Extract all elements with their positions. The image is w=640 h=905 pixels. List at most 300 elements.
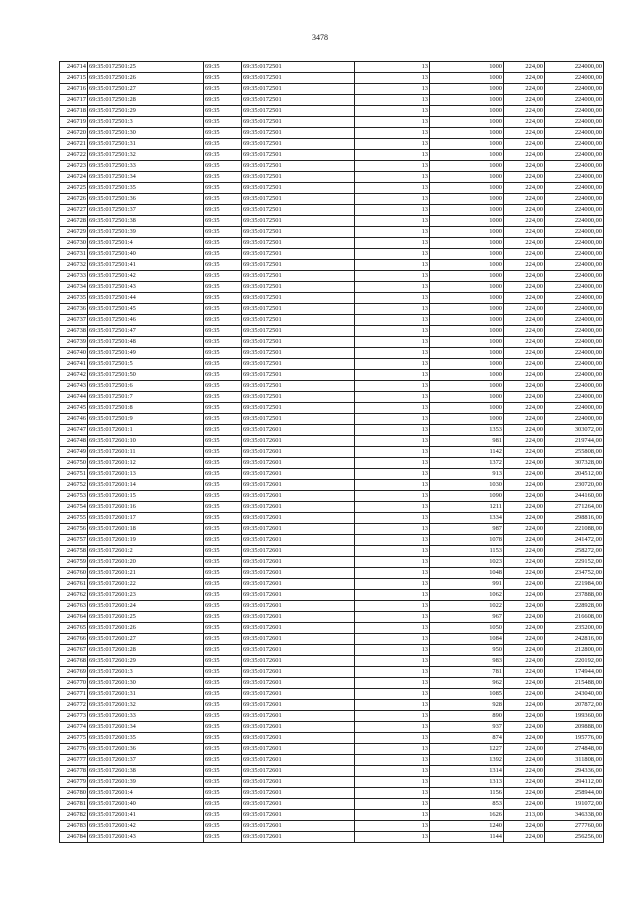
record-id-cell: 246765 xyxy=(60,623,88,634)
region-code-cell: 69:35 xyxy=(204,535,242,546)
record-id-cell: 246775 xyxy=(60,733,88,744)
cadastral-block-cell: 69:35:0172501 xyxy=(242,392,355,403)
record-id-cell: 246743 xyxy=(60,381,88,392)
cadastral-value-cell: 224000,00 xyxy=(545,128,604,139)
region-code-cell: 69:35 xyxy=(204,656,242,667)
cadastral-number-cell: 69:35:0172601:23 xyxy=(88,590,204,601)
cadastral-value-cell: 224000,00 xyxy=(545,348,604,359)
table-row xyxy=(60,348,604,359)
record-id-cell: 246768 xyxy=(60,656,88,667)
area-cell: 1000 xyxy=(430,304,504,315)
cadastral-block-cell: 69:35:0172601 xyxy=(242,546,355,557)
category-code-cell: 13 xyxy=(355,414,430,425)
record-id-cell: 246734 xyxy=(60,282,88,293)
record-id-cell: 246751 xyxy=(60,469,88,480)
record-id-cell: 246762 xyxy=(60,590,88,601)
cadastral-number-cell: 69:35:0172601:43 xyxy=(88,832,204,843)
rate-cell: 224,00 xyxy=(504,524,545,535)
record-id-cell: 246745 xyxy=(60,403,88,414)
rate-cell: 224,00 xyxy=(504,359,545,370)
rate-cell: 224,00 xyxy=(504,304,545,315)
cadastral-block-cell: 69:35:0172601 xyxy=(242,623,355,634)
category-code-cell: 13 xyxy=(355,656,430,667)
cadastral-number-cell: 69:35:0172601:21 xyxy=(88,568,204,579)
cadastral-block-cell: 69:35:0172601 xyxy=(242,832,355,843)
region-code-cell: 69:35 xyxy=(204,117,242,128)
cadastral-number-cell: 69:35:0172501:38 xyxy=(88,216,204,227)
rate-cell: 224,00 xyxy=(504,227,545,238)
category-code-cell: 13 xyxy=(355,227,430,238)
table-row xyxy=(60,447,604,458)
rate-cell: 224,00 xyxy=(504,788,545,799)
record-id-cell: 246767 xyxy=(60,645,88,656)
record-id-cell: 246728 xyxy=(60,216,88,227)
rate-cell: 224,00 xyxy=(504,84,545,95)
table-row xyxy=(60,62,604,73)
record-id-cell: 246735 xyxy=(60,293,88,304)
cadastral-value-cell: 243040,00 xyxy=(545,689,604,700)
cadastral-block-cell: 69:35:0172501 xyxy=(242,216,355,227)
cadastral-number-cell: 69:35:0172501:49 xyxy=(88,348,204,359)
record-id-cell: 246726 xyxy=(60,194,88,205)
cadastral-value-cell: 277760,00 xyxy=(545,821,604,832)
category-code-cell: 13 xyxy=(355,590,430,601)
table-row xyxy=(60,216,604,227)
cadastral-number-cell: 69:35:0172501:33 xyxy=(88,161,204,172)
cadastral-value-cell: 224000,00 xyxy=(545,84,604,95)
category-code-cell: 13 xyxy=(355,84,430,95)
table-row xyxy=(60,755,604,766)
table-row xyxy=(60,810,604,821)
cadastral-block-cell: 69:35:0172501 xyxy=(242,359,355,370)
table-row xyxy=(60,546,604,557)
record-id-cell: 246748 xyxy=(60,436,88,447)
record-id-cell: 246736 xyxy=(60,304,88,315)
region-code-cell: 69:35 xyxy=(204,623,242,634)
rate-cell: 224,00 xyxy=(504,315,545,326)
cadastral-number-cell: 69:35:0172501:50 xyxy=(88,370,204,381)
cadastral-number-cell: 69:35:0172501:41 xyxy=(88,260,204,271)
cadastral-value-cell: 224000,00 xyxy=(545,194,604,205)
cadastral-number-cell: 69:35:0172501:3 xyxy=(88,117,204,128)
cadastral-number-cell: 69:35:0172501:27 xyxy=(88,84,204,95)
cadastral-number-cell: 69:35:0172501:34 xyxy=(88,172,204,183)
table-row xyxy=(60,711,604,722)
cadastral-block-cell: 69:35:0172501 xyxy=(242,161,355,172)
table-row xyxy=(60,557,604,568)
table-row xyxy=(60,392,604,403)
record-id-cell: 246733 xyxy=(60,271,88,282)
area-cell: 1313 xyxy=(430,777,504,788)
rate-cell: 224,00 xyxy=(504,755,545,766)
cadastral-number-cell: 69:35:0172601:2 xyxy=(88,546,204,557)
cadastral-value-cell: 224000,00 xyxy=(545,216,604,227)
rate-cell: 224,00 xyxy=(504,645,545,656)
cadastral-value-cell: 215488,00 xyxy=(545,678,604,689)
category-code-cell: 13 xyxy=(355,777,430,788)
cadastral-value-cell: 224000,00 xyxy=(545,282,604,293)
rate-cell: 224,00 xyxy=(504,469,545,480)
cadastral-block-cell: 69:35:0172601 xyxy=(242,579,355,590)
area-cell: 1000 xyxy=(430,392,504,403)
cadastral-value-cell: 224000,00 xyxy=(545,337,604,348)
category-code-cell: 13 xyxy=(355,117,430,128)
rate-cell: 224,00 xyxy=(504,205,545,216)
table-row xyxy=(60,172,604,183)
cadastral-block-cell: 69:35:0172601 xyxy=(242,810,355,821)
region-code-cell: 69:35 xyxy=(204,381,242,392)
record-id-cell: 246763 xyxy=(60,601,88,612)
region-code-cell: 69:35 xyxy=(204,601,242,612)
category-code-cell: 13 xyxy=(355,612,430,623)
cadastral-value-cell: 244160,00 xyxy=(545,491,604,502)
cadastral-block-cell: 69:35:0172501 xyxy=(242,73,355,84)
record-id-cell: 246714 xyxy=(60,62,88,73)
region-code-cell: 69:35 xyxy=(204,744,242,755)
region-code-cell: 69:35 xyxy=(204,337,242,348)
region-code-cell: 69:35 xyxy=(204,612,242,623)
record-id-cell: 246729 xyxy=(60,227,88,238)
record-id-cell: 246754 xyxy=(60,502,88,513)
rate-cell: 224,00 xyxy=(504,557,545,568)
category-code-cell: 13 xyxy=(355,348,430,359)
cadastral-value-cell: 224000,00 xyxy=(545,106,604,117)
rate-cell: 224,00 xyxy=(504,502,545,513)
table-row xyxy=(60,777,604,788)
region-code-cell: 69:35 xyxy=(204,62,242,73)
area-cell: 1085 xyxy=(430,689,504,700)
area-cell: 1334 xyxy=(430,513,504,524)
cadastral-value-cell: 220192,00 xyxy=(545,656,604,667)
area-cell: 1062 xyxy=(430,590,504,601)
table-row xyxy=(60,106,604,117)
region-code-cell: 69:35 xyxy=(204,326,242,337)
record-id-cell: 246731 xyxy=(60,249,88,260)
region-code-cell: 69:35 xyxy=(204,392,242,403)
region-code-cell: 69:35 xyxy=(204,689,242,700)
table-row xyxy=(60,590,604,601)
category-code-cell: 13 xyxy=(355,502,430,513)
table-row xyxy=(60,689,604,700)
table-row xyxy=(60,359,604,370)
region-code-cell: 69:35 xyxy=(204,227,242,238)
record-id-cell: 246741 xyxy=(60,359,88,370)
cadastral-number-cell: 69:35:0172501:29 xyxy=(88,106,204,117)
region-code-cell: 69:35 xyxy=(204,634,242,645)
record-id-cell: 246760 xyxy=(60,568,88,579)
record-id-cell: 246715 xyxy=(60,73,88,84)
region-code-cell: 69:35 xyxy=(204,590,242,601)
area-cell: 950 xyxy=(430,645,504,656)
area-cell: 1000 xyxy=(430,117,504,128)
cadastral-number-cell: 69:35:0172501:42 xyxy=(88,271,204,282)
table-row xyxy=(60,150,604,161)
rate-cell: 224,00 xyxy=(504,623,545,634)
cadastral-number-cell: 69:35:0172501:37 xyxy=(88,205,204,216)
area-cell: 991 xyxy=(430,579,504,590)
cadastral-block-cell: 69:35:0172601 xyxy=(242,733,355,744)
record-id-cell: 246723 xyxy=(60,161,88,172)
cadastral-value-cell: 224000,00 xyxy=(545,150,604,161)
record-id-cell: 246740 xyxy=(60,348,88,359)
table-row xyxy=(60,634,604,645)
cadastral-number-cell: 69:35:0172601:22 xyxy=(88,579,204,590)
cadastral-block-cell: 69:35:0172501 xyxy=(242,337,355,348)
rate-cell: 224,00 xyxy=(504,194,545,205)
category-code-cell: 13 xyxy=(355,381,430,392)
category-code-cell: 13 xyxy=(355,557,430,568)
cadastral-number-cell: 69:35:0172501:26 xyxy=(88,73,204,84)
cadastral-value-cell: 191072,00 xyxy=(545,799,604,810)
rate-cell: 224,00 xyxy=(504,128,545,139)
cadastral-block-cell: 69:35:0172501 xyxy=(242,238,355,249)
rate-cell: 224,00 xyxy=(504,711,545,722)
rate-cell: 224,00 xyxy=(504,337,545,348)
rate-cell: 224,00 xyxy=(504,722,545,733)
record-id-cell: 246758 xyxy=(60,546,88,557)
cadastral-value-cell: 294112,00 xyxy=(545,777,604,788)
cadastral-number-cell: 69:35:0172601:17 xyxy=(88,513,204,524)
cadastral-value-cell: 216608,00 xyxy=(545,612,604,623)
cadastral-value-cell: 237888,00 xyxy=(545,590,604,601)
area-cell: 1000 xyxy=(430,183,504,194)
cadastral-value-cell: 224000,00 xyxy=(545,370,604,381)
rate-cell: 224,00 xyxy=(504,667,545,678)
cadastral-number-cell: 69:35:0172601:41 xyxy=(88,810,204,821)
table-row xyxy=(60,469,604,480)
category-code-cell: 13 xyxy=(355,722,430,733)
table-row xyxy=(60,568,604,579)
category-code-cell: 13 xyxy=(355,546,430,557)
rate-cell: 224,00 xyxy=(504,414,545,425)
rate-cell: 224,00 xyxy=(504,238,545,249)
area-cell: 1000 xyxy=(430,282,504,293)
cadastral-value-cell: 298816,00 xyxy=(545,513,604,524)
area-cell: 1000 xyxy=(430,216,504,227)
region-code-cell: 69:35 xyxy=(204,414,242,425)
table-row xyxy=(60,491,604,502)
region-code-cell: 69:35 xyxy=(204,128,242,139)
cadastral-number-cell: 69:35:0172501:40 xyxy=(88,249,204,260)
cadastral-block-cell: 69:35:0172601 xyxy=(242,491,355,502)
rate-cell: 224,00 xyxy=(504,282,545,293)
region-code-cell: 69:35 xyxy=(204,810,242,821)
cadastral-number-cell: 69:35:0172601:1 xyxy=(88,425,204,436)
region-code-cell: 69:35 xyxy=(204,183,242,194)
record-id-cell: 246717 xyxy=(60,95,88,106)
cadastral-block-cell: 69:35:0172501 xyxy=(242,315,355,326)
area-cell: 928 xyxy=(430,700,504,711)
cadastral-block-cell: 69:35:0172601 xyxy=(242,568,355,579)
rate-cell: 224,00 xyxy=(504,656,545,667)
table-row xyxy=(60,425,604,436)
record-id-cell: 246744 xyxy=(60,392,88,403)
cadastral-value-cell: 224000,00 xyxy=(545,172,604,183)
area-cell: 1090 xyxy=(430,491,504,502)
rate-cell: 224,00 xyxy=(504,821,545,832)
cadastral-block-cell: 69:35:0172601 xyxy=(242,788,355,799)
record-id-cell: 246780 xyxy=(60,788,88,799)
table-row xyxy=(60,766,604,777)
rate-cell: 224,00 xyxy=(504,491,545,502)
category-code-cell: 13 xyxy=(355,634,430,645)
cadastral-value-cell: 219744,00 xyxy=(545,436,604,447)
region-code-cell: 69:35 xyxy=(204,700,242,711)
cadastral-number-cell: 69:35:0172601:29 xyxy=(88,656,204,667)
category-code-cell: 13 xyxy=(355,271,430,282)
area-cell: 1353 xyxy=(430,425,504,436)
cadastral-number-cell: 69:35:0172501:28 xyxy=(88,95,204,106)
cadastral-value-cell: 224000,00 xyxy=(545,315,604,326)
category-code-cell: 13 xyxy=(355,821,430,832)
table-row xyxy=(60,513,604,524)
area-cell: 781 xyxy=(430,667,504,678)
region-code-cell: 69:35 xyxy=(204,766,242,777)
record-id-cell: 246722 xyxy=(60,150,88,161)
cadastral-value-cell: 224000,00 xyxy=(545,249,604,260)
cadastral-value-cell: 271264,00 xyxy=(545,502,604,513)
record-id-cell: 246742 xyxy=(60,370,88,381)
region-code-cell: 69:35 xyxy=(204,370,242,381)
region-code-cell: 69:35 xyxy=(204,150,242,161)
category-code-cell: 13 xyxy=(355,623,430,634)
region-code-cell: 69:35 xyxy=(204,161,242,172)
rate-cell: 224,00 xyxy=(504,447,545,458)
record-id-cell: 246752 xyxy=(60,480,88,491)
cadastral-block-cell: 69:35:0172601 xyxy=(242,744,355,755)
area-cell: 1000 xyxy=(430,370,504,381)
record-id-cell: 246727 xyxy=(60,205,88,216)
cadastral-number-cell: 69:35:0172601:32 xyxy=(88,700,204,711)
cadastral-number-cell: 69:35:0172601:15 xyxy=(88,491,204,502)
table-row xyxy=(60,95,604,106)
cadastral-number-cell: 69:35:0172501:8 xyxy=(88,403,204,414)
cadastral-number-cell: 69:35:0172501:7 xyxy=(88,392,204,403)
rate-cell: 224,00 xyxy=(504,601,545,612)
table-row xyxy=(60,139,604,150)
cadastral-value-cell: 230720,00 xyxy=(545,480,604,491)
area-cell: 1000 xyxy=(430,62,504,73)
area-cell: 1048 xyxy=(430,568,504,579)
cadastral-number-cell: 69:35:0172601:40 xyxy=(88,799,204,810)
rate-cell: 224,00 xyxy=(504,436,545,447)
region-code-cell: 69:35 xyxy=(204,436,242,447)
cadastral-number-cell: 69:35:0172601:4 xyxy=(88,788,204,799)
cadastral-block-cell: 69:35:0172501 xyxy=(242,172,355,183)
cadastral-value-cell: 224000,00 xyxy=(545,95,604,106)
area-cell: 962 xyxy=(430,678,504,689)
cadastral-block-cell: 69:35:0172601 xyxy=(242,634,355,645)
area-cell: 981 xyxy=(430,436,504,447)
region-code-cell: 69:35 xyxy=(204,73,242,84)
cadastral-block-cell: 69:35:0172601 xyxy=(242,502,355,513)
region-code-cell: 69:35 xyxy=(204,568,242,579)
cadastral-block-cell: 69:35:0172601 xyxy=(242,678,355,689)
region-code-cell: 69:35 xyxy=(204,711,242,722)
category-code-cell: 13 xyxy=(355,436,430,447)
table-row xyxy=(60,161,604,172)
table-row xyxy=(60,381,604,392)
area-cell: 1000 xyxy=(430,161,504,172)
table-row xyxy=(60,205,604,216)
cadastral-number-cell: 69:35:0172601:26 xyxy=(88,623,204,634)
cadastral-value-cell: 228928,00 xyxy=(545,601,604,612)
rate-cell: 224,00 xyxy=(504,249,545,260)
area-cell: 1023 xyxy=(430,557,504,568)
area-cell: 1156 xyxy=(430,788,504,799)
rate-cell: 224,00 xyxy=(504,700,545,711)
region-code-cell: 69:35 xyxy=(204,95,242,106)
region-code-cell: 69:35 xyxy=(204,348,242,359)
record-id-cell: 246716 xyxy=(60,84,88,95)
category-code-cell: 13 xyxy=(355,711,430,722)
area-cell: 1392 xyxy=(430,755,504,766)
record-id-cell: 246746 xyxy=(60,414,88,425)
area-cell: 1000 xyxy=(430,293,504,304)
rate-cell: 224,00 xyxy=(504,590,545,601)
cadastral-block-cell: 69:35:0172501 xyxy=(242,304,355,315)
record-id-cell: 246747 xyxy=(60,425,88,436)
record-id-cell: 246761 xyxy=(60,579,88,590)
table-row xyxy=(60,194,604,205)
region-code-cell: 69:35 xyxy=(204,557,242,568)
cadastral-number-cell: 69:35:0172601:18 xyxy=(88,524,204,535)
record-id-cell: 246778 xyxy=(60,766,88,777)
rate-cell: 224,00 xyxy=(504,579,545,590)
rate-cell: 224,00 xyxy=(504,73,545,84)
area-cell: 1000 xyxy=(430,84,504,95)
area-cell: 1000 xyxy=(430,414,504,425)
category-code-cell: 13 xyxy=(355,315,430,326)
cadastral-block-cell: 69:35:0172601 xyxy=(242,799,355,810)
cadastral-block-cell: 69:35:0172601 xyxy=(242,612,355,623)
rate-cell: 224,00 xyxy=(504,293,545,304)
region-code-cell: 69:35 xyxy=(204,249,242,260)
rate-cell: 224,00 xyxy=(504,458,545,469)
area-cell: 1030 xyxy=(430,480,504,491)
table-row xyxy=(60,271,604,282)
cadastral-block-cell: 69:35:0172601 xyxy=(242,821,355,832)
region-code-cell: 69:35 xyxy=(204,469,242,480)
area-cell: 987 xyxy=(430,524,504,535)
table-row xyxy=(60,84,604,95)
cadastral-value-cell: 204512,00 xyxy=(545,469,604,480)
rate-cell: 224,00 xyxy=(504,568,545,579)
cadastral-number-cell: 69:35:0172601:34 xyxy=(88,722,204,733)
cadastral-number-cell: 69:35:0172501:39 xyxy=(88,227,204,238)
category-code-cell: 13 xyxy=(355,106,430,117)
record-id-cell: 246777 xyxy=(60,755,88,766)
cadastral-value-cell: 274848,00 xyxy=(545,744,604,755)
cadastral-value-cell: 224000,00 xyxy=(545,238,604,249)
area-cell: 1000 xyxy=(430,128,504,139)
cadastral-value-cell: 255808,00 xyxy=(545,447,604,458)
rate-cell: 224,00 xyxy=(504,150,545,161)
area-cell: 1153 xyxy=(430,546,504,557)
region-code-cell: 69:35 xyxy=(204,139,242,150)
region-code-cell: 69:35 xyxy=(204,788,242,799)
record-id-cell: 246718 xyxy=(60,106,88,117)
cadastral-value-cell: 224000,00 xyxy=(545,73,604,84)
cadastral-value-cell: 224000,00 xyxy=(545,271,604,282)
record-id-cell: 246771 xyxy=(60,689,88,700)
cadastral-number-cell: 69:35:0172501:5 xyxy=(88,359,204,370)
cadastral-block-cell: 69:35:0172501 xyxy=(242,348,355,359)
table-row xyxy=(60,722,604,733)
cadastral-value-cell: 307328,00 xyxy=(545,458,604,469)
record-id-cell: 246732 xyxy=(60,260,88,271)
rate-cell: 224,00 xyxy=(504,183,545,194)
